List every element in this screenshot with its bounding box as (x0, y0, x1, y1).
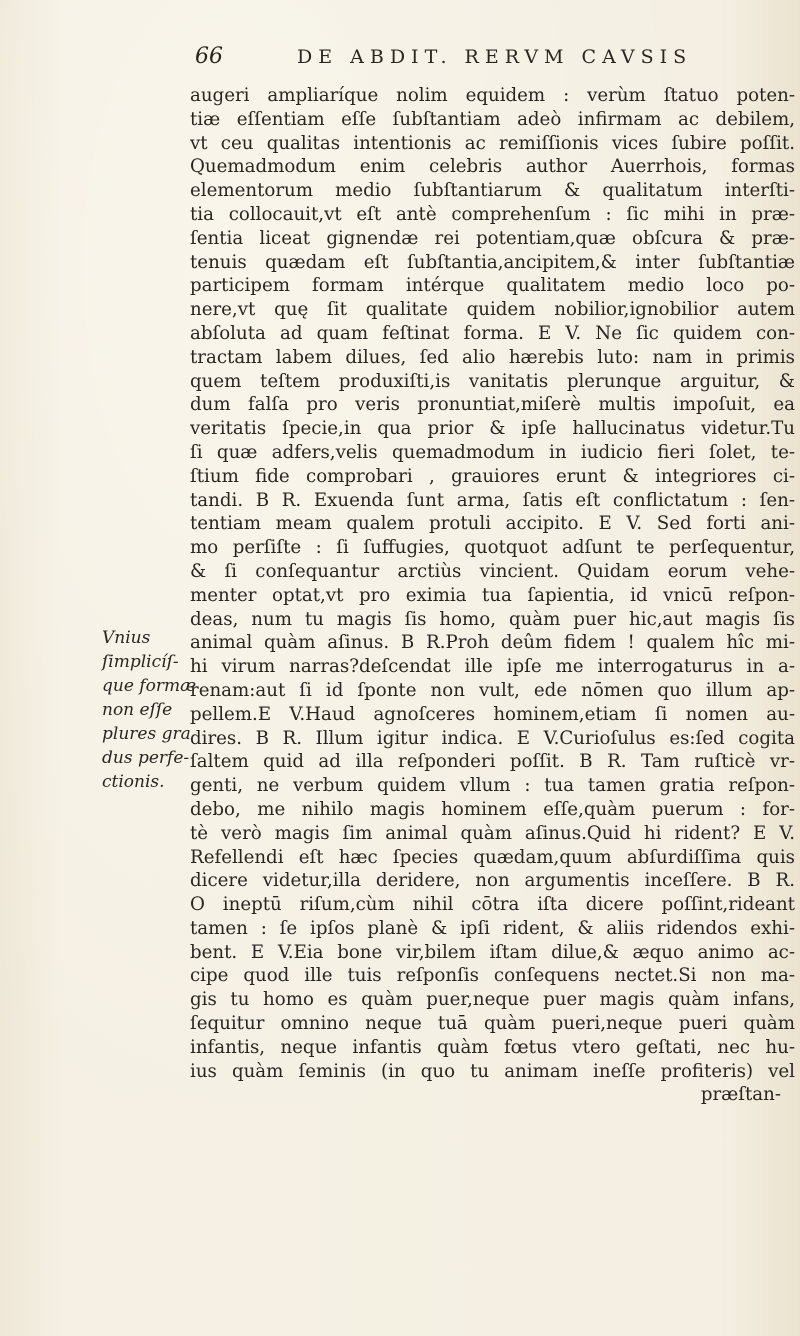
text-line: Refellendi eſt hæc ſpecies quædam,quum abſurdiſſima quis (190, 846, 795, 868)
text-line: dires. B R. Illum igitur indica. E V.Curioſulus es:ſed cogita (190, 727, 795, 749)
text-line: elementorum medio ſubſtantiarum & qualitatum interſti- (190, 180, 795, 202)
text-line: quem teſtem produxiſti,is vanitatis plerunque arguitur, & (190, 370, 795, 392)
text-line: tiæ eſſentiam eſſe ſubſtantiam adeò infirmam ac debilem, (190, 108, 795, 130)
text-line: tenuis quædam eſt ſubſtantia,ancipitem,& inter ſubſtantiæ (190, 251, 795, 273)
text-line: genti, ne verbum quidem vllum : tua tamen gratia reſpon- (190, 775, 795, 797)
text-line: mo perſiſte : ſi ſuffugies, quotquot adſunt te perſequentur, (190, 537, 795, 559)
text-line: & ſi conſequantur arctiùs vincient. Quidam eorum vehe- (190, 560, 795, 582)
marginal-note-line: non eſſe (102, 700, 173, 720)
marginal-note-line: plures gra (102, 724, 191, 744)
text-line: bent. E V.Eia bone vir,bilem iſtam dilue,& æquo animo ac- (190, 941, 795, 963)
text-line: veritatis ſpecie,in qua prior & ipſe hallucinatus videtur.Tu (190, 418, 795, 440)
marginal-note-line: dus perfe- (102, 748, 190, 768)
text-line: tentiam meam qualem protuli accipito. E V. Sed forti ani- (190, 513, 795, 535)
text-line: ſaltem quid ad illa reſponderi poſſit. B R. Tam ruſticè vr- (190, 751, 795, 773)
text-line: abſoluta ad quam feſtinat forma. E V. Ne ſic quidem con- (190, 322, 795, 344)
text-line: tè verò magis ſim animal quàm aſinus.Quid hi rident? E V. (190, 822, 795, 844)
text-line: infantis, neque infantis quàm fœtus vtero geſtati, nec hu- (190, 1036, 795, 1058)
text-line: hi virum narras?deſcendat ille ipſe me interrogaturus in a- (190, 656, 795, 678)
text-line: pellem.E V.Haud agnoſceres hominem,etiam ſi nomen au- (190, 703, 795, 725)
marginal-note-line: Vnius (102, 628, 151, 648)
text-line: gis tu homo es quàm puer,neque puer magis quàm infans, (190, 989, 795, 1011)
text-line: Quemadmodum enim celebris author Auerrhois, formas (190, 156, 795, 178)
text-line: augeri ampliaríque nolim equidem : verùm ſtatuo poten- (190, 85, 795, 106)
running-head: DE ABDIT. RERVM CAVSIS (297, 46, 693, 68)
text-line: tia collocauit,vt eſt antè comprehenſum : ſic mihi in præ- (190, 203, 795, 225)
text-line: ſequitur omnino neque tuā quàm pueri,neque pueri quàm (190, 1013, 795, 1035)
text-line: cipe quod ille tuis reſponſis conſequens nectet.Si non ma- (190, 965, 795, 987)
text-line: participem formam intérque qualitatem medio loco po- (190, 275, 795, 297)
text-line: O ineptū riſum,cùm nihil cōtra iſta dicere poſſint,rideant (190, 894, 795, 916)
page-number: 66 (195, 44, 223, 69)
marginal-note (102, 626, 197, 794)
text-line: vt ceu qualitas intentionis ac remiſſionis vices ſubire poſſit. (190, 132, 795, 154)
marginal-note-line: ctionis. (102, 772, 165, 792)
text-line: tamen : ſe ipſos planè & ipſi rident, & aliis ridendos exhi- (190, 917, 795, 939)
marginal-note-line: que formæ (102, 676, 197, 696)
body-text (190, 84, 795, 1107)
text-line: tandi. B R. Exuenda ſunt arma, ſatis eſt conflictatum : ſen- (190, 489, 795, 511)
text-line: debo, me nihilo magis hominem eſſe,quàm puerum : for- (190, 798, 795, 820)
text-line: tractam labem dilues, ſed alio hærebis luto: nam in primis (190, 346, 795, 368)
page-header (195, 42, 715, 82)
catchword: præſtan- (700, 1084, 781, 1106)
text-line: ſtium fide comprobari , grauiores erunt & integriores ci- (190, 465, 795, 487)
marginal-note-line: ſimplicíſ- (102, 652, 179, 672)
text-line: animal quàm aſinus. B R.Proh deûm fidem ! qualem hîc mi- (190, 632, 795, 654)
text-line: dum falſa pro veris pronuntiat,miſerè multis impoſuit, ea (190, 394, 795, 416)
text-line: menter optat,vt pro eximia tua ſapientia, id vnicū reſpon- (190, 584, 795, 606)
text-line: deas, num tu magis ſis homo, quàm puer hic,aut magis ſis (190, 608, 795, 630)
text-line: nere,vt quę ſit qualitate quidem nobilior,ignobilior autem (190, 299, 795, 321)
text-line: ſi quæ adfers,velis quemadmodum in iudicio fieri ſolet, te- (190, 441, 795, 463)
text-line: renam:aut ſi id ſponte non vult, ede nōmen quo illum ap- (190, 679, 795, 701)
text-line: ſentia liceat gignendæ rei potentiam,quæ obſcura & præ- (190, 227, 795, 249)
text-line: dicere videtur,illa deridere, non argumentis inceſſere. B R. (190, 870, 795, 892)
text-line: ius quàm ſeminis (in quo tu animam ineſſe profiteris) vel (190, 1060, 795, 1082)
